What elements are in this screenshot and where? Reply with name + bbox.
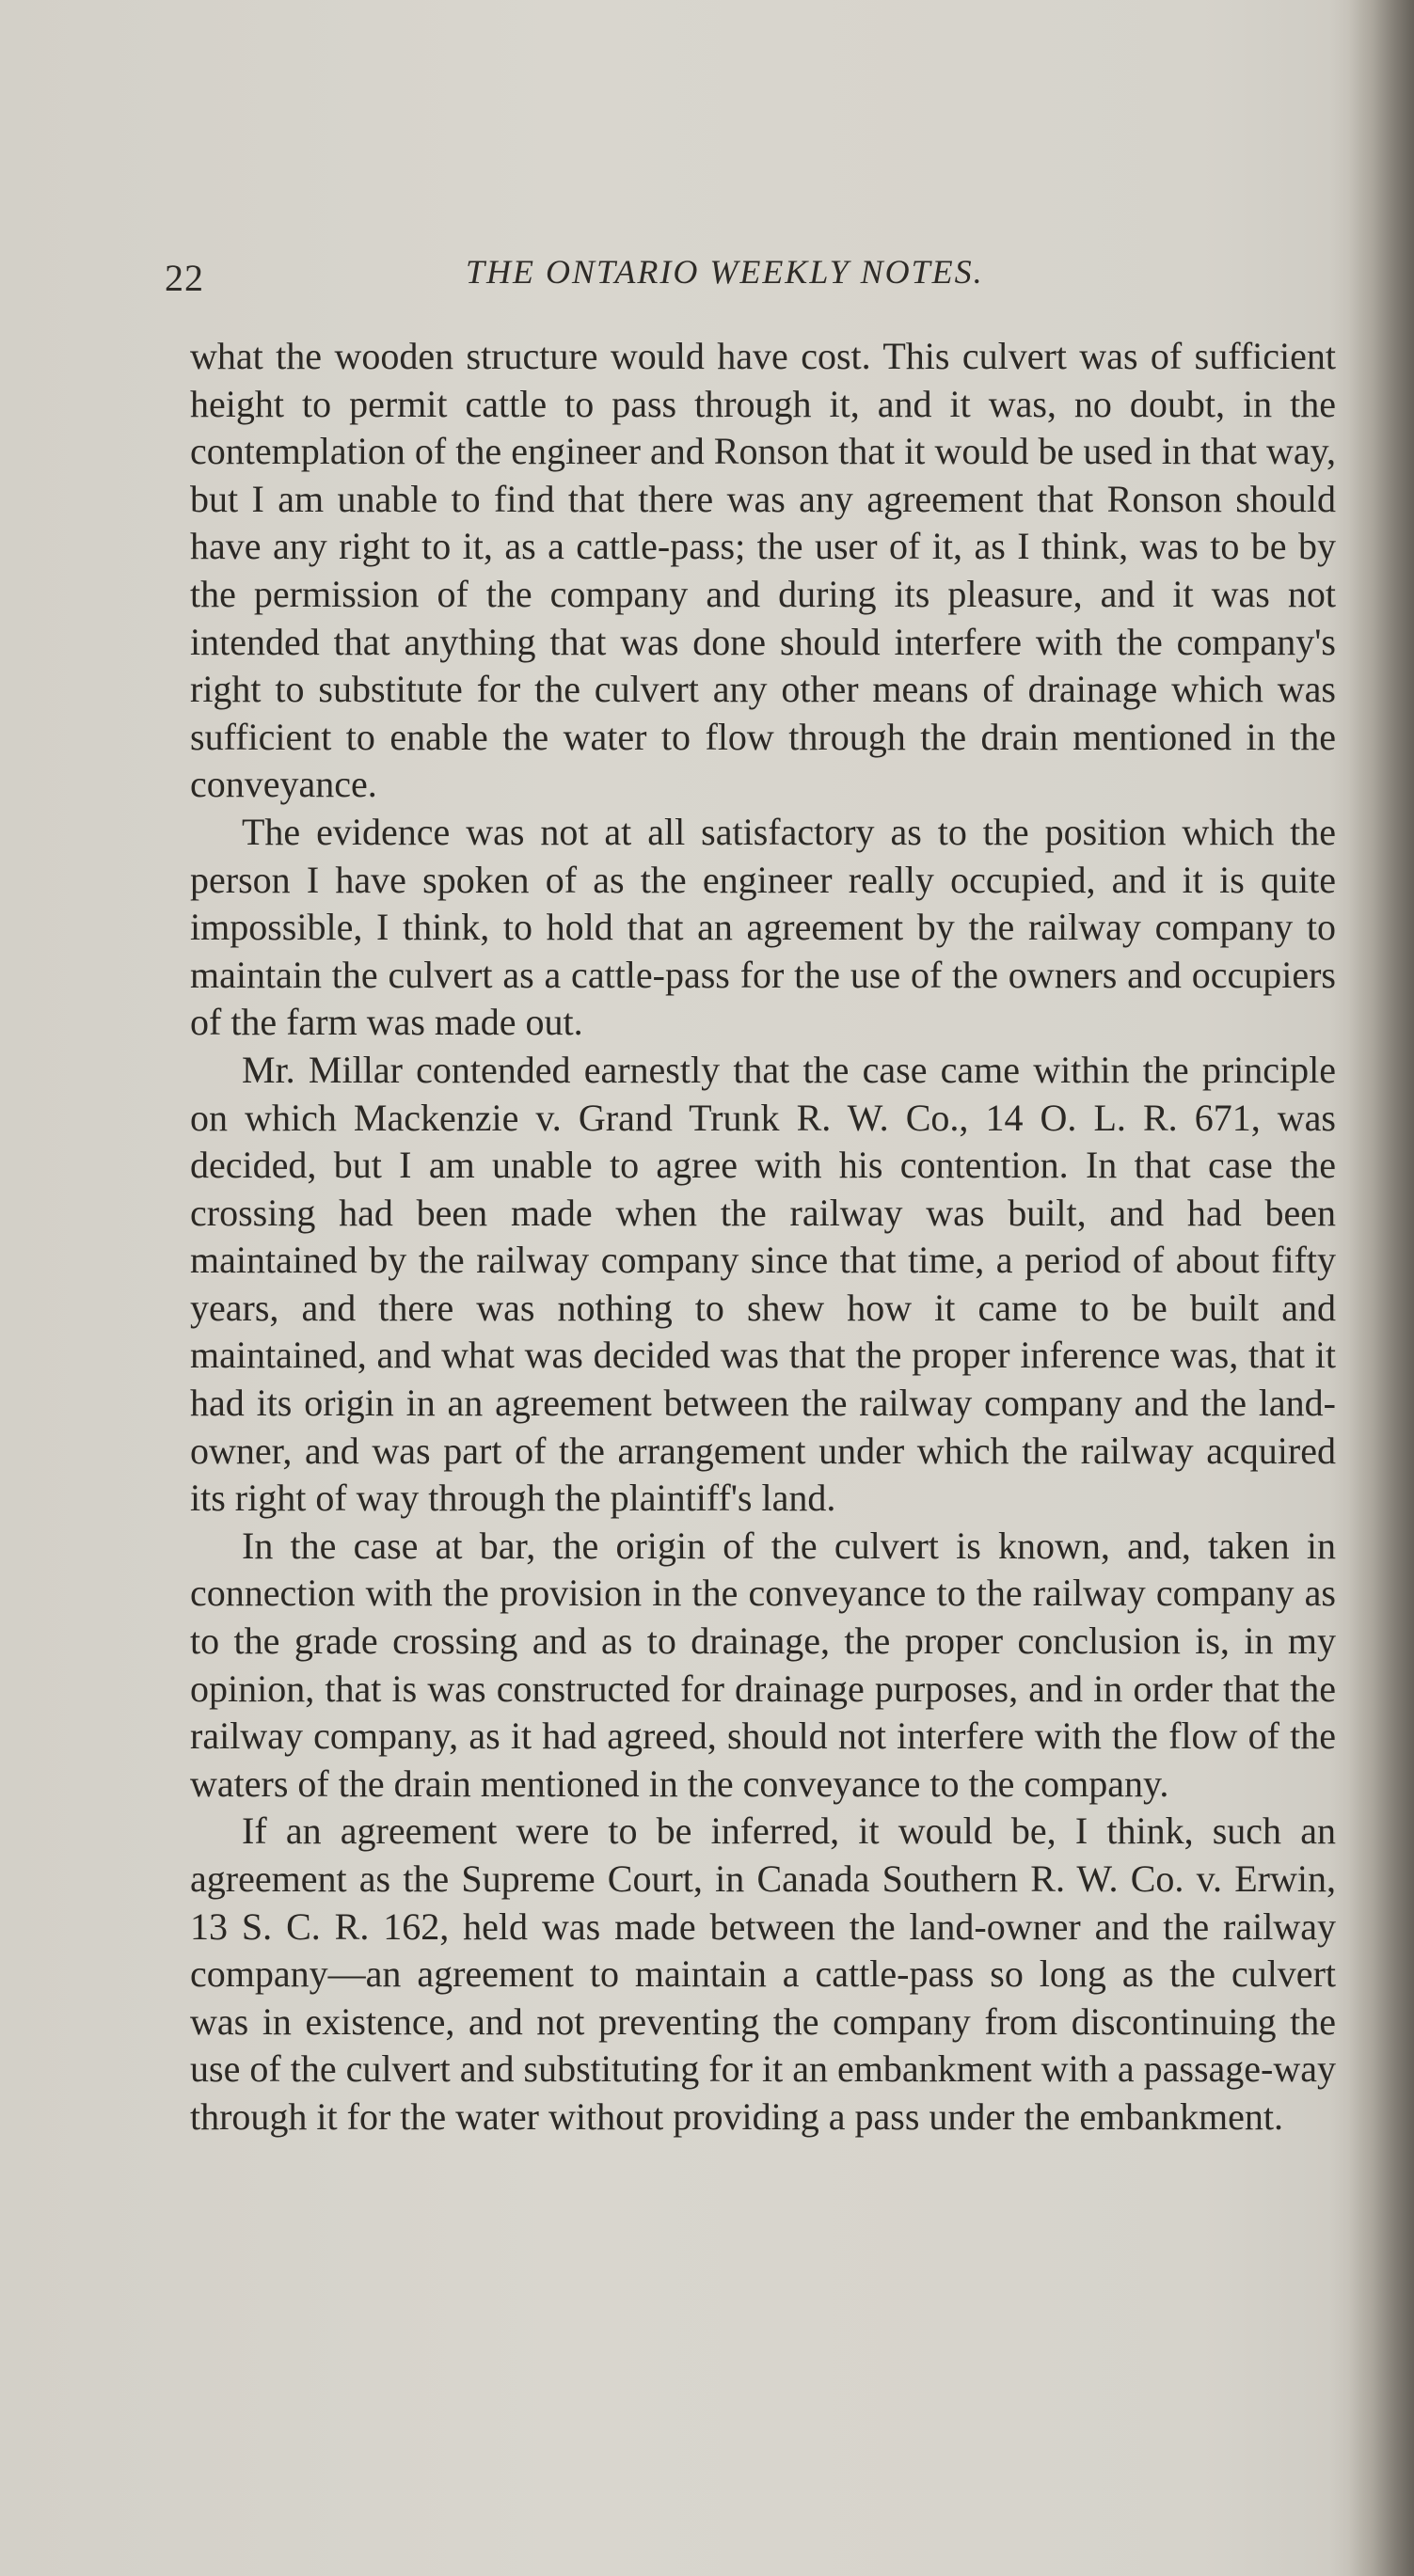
page-number: 22 [165, 257, 204, 299]
paragraph-4: In the case at bar, the origin of the culvert is known, and, taken in connection with the provision in the conveyance to the railway company as to the grade crossing and as to drainage, the proper conclusion is, in my opinion, that is was constructed for drainage purposes, and in order that the railway company, as it had agreed, should not interfere with the flow of the waters of the drain mentioned in the conveyance to the company. [190, 1524, 1336, 1805]
body-text [190, 333, 1336, 2141]
running-title: THE ONTARIO WEEKLY NOTES. [466, 253, 984, 291]
page-header [165, 243, 1341, 299]
paragraph-5: If an agreement were to be inferred, it would be, I think, such an agreement as the Supreme Court, in Canada Southern R. W. Co. v. Erwin, 13 S. C. R. 162, held was made between the land-owner and the railway company—an agreement to maintain a cattle-pass so long as the culvert was in existence, and not preventing the company from discontinuing the use of the culvert and substituting for it an embankment with a passage-way through it for the water without providing a pass under the embankment. [190, 1810, 1336, 2138]
page-gutter-shadow [1348, 0, 1414, 2576]
paragraph-3: Mr. Millar contended earnestly that the case came within the principle on which Mackenzie v. Grand Trunk R. W. Co., 14 O. L. R. 671, was decided, but I am unable to agree with his contention. In that case the crossing had been made when the railway was built, and had been maintained by the railway company since that time, a period of about fifty years, and there was nothing to shew how it came to be built and maintained, and what was decided was that the proper inference was, that it had its origin in an agreement between the railway company and the land-owner, and was part of the arrangement under which the railway acquired its right of way through the plaintiff's land. [190, 1048, 1336, 1520]
paragraph-1: what the wooden structure would have cost. This culvert was of sufficient height to permit cattle to pass through it, and it was, no doubt, in the contemplation of the engineer and Ronson that it would be used in that way, but I am unable to find that there was any agreement that Ronson should have any right to it, as a cattle-pass; the user of it, as I think, was to be by the permission of the company and during its pleasure, and it was not intended that anything that was done should interfere with the company's right to substitute for the culvert any other means of drainage which was sufficient to enable the water to flow through the drain mentioned in the conveyance. [190, 335, 1336, 806]
paragraph-2: The evidence was not at all satisfactory as to the position which the person I have spoken of as the engineer really occupied, and it is quite impossible, I think, to hold that an agreement by the railway company to maintain the culvert as a cattle-pass for the use of the owners and occupiers of the farm was made out. [190, 810, 1336, 1044]
